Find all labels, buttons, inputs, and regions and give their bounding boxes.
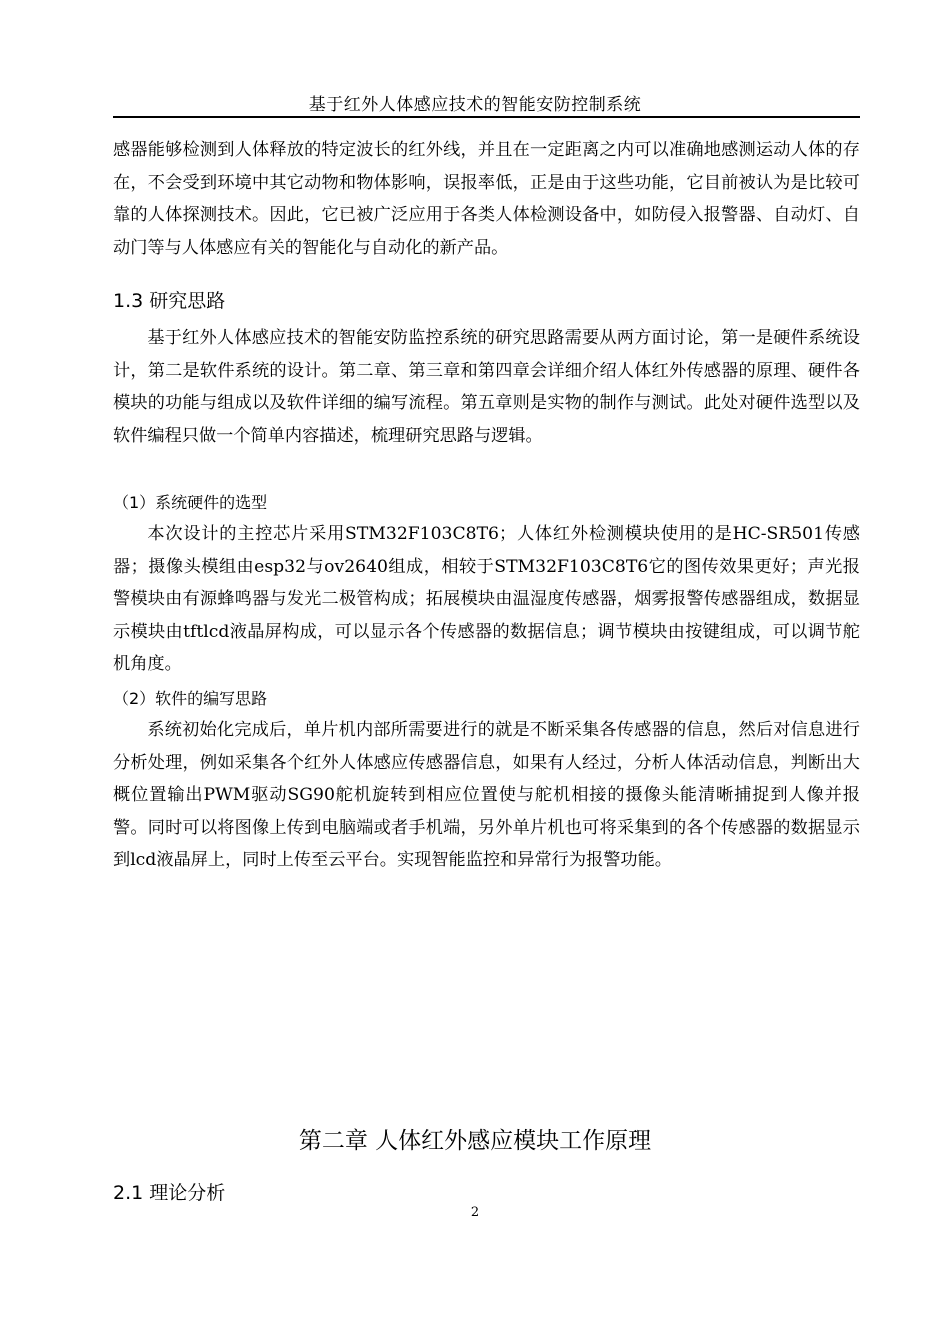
section-heading-1-3: 1.3 研究思路 xyxy=(113,290,226,312)
section-heading-2-1: 2.1 理论分析 xyxy=(113,1182,226,1204)
running-header-title: 基于红外人体感应技术的智能安防控制系统 xyxy=(308,95,642,115)
chapter-2-title: 第二章 人体红外感应模块工作原理 xyxy=(298,1128,652,1154)
subheading-hardware-selection: （1）系统硬件的选型 xyxy=(113,493,268,512)
paragraph-software-approach: 系统初始化完成后，单片机内部所需要进行的就是不断采集各传感器的信息，然后对信息进行分析处理，例如采集各个红外人体感应传感器信息，如果有人经过，分析人体活动信息，判断出大概位置输出PWM驱动SG90舵机旋转到相应位置使与舵机相接的摄像头能清晰捕捉到人像并报警。同时可以将图像上传到电脑端或者手机端，另外单片机也可将采集到的各个传感器的数据显示到lcd液晶屏上，同时上传至云平台。实现智能监控和异常行为报警功能。 xyxy=(113,720,860,871)
paragraph-hardware-selection: 本次设计的主控芯片采用STM32F103C8T6；人体红外检测模块使用的是HC-SR501传感器；摄像头模组由esp32与ov2640组成，相较于STM32F103C8T6它的图传效果更好；声光报警模块由有源蜂鸣器与发光二极管构成；拓展模块由温湿度传感器，烟雾报警传感器组成，数据显示模块由tftlcd液晶屏构成，可以显示各个传感器的数据信息；调节模块由按键组成，可以调节舵机角度。 xyxy=(113,524,860,675)
paragraph-sensor-intro: 感器能够检测到人体释放的特定波长的红外线，并且在一定距离之内可以准确地感测运动人体的存在，不会受到环境中其它动物和物体影响，误报率低，正是由于这些功能，它目前被认为是比较可靠的人体探测技术。因此，它已被广泛应用于各类人体检测设备中，如防侵入报警器、自动灯、自动门等与人体感应有关的智能化与自动化的新产品。 xyxy=(113,140,860,258)
subheading-software-approach: （2）软件的编写思路 xyxy=(113,689,268,708)
page-number: 2 xyxy=(470,1205,480,1220)
paragraph-research-approach: 基于红外人体感应技术的智能安防监控系统的研究思路需要从两方面讨论，第一是硬件系统设计，第二是软件系统的设计。第二章、第三章和第四章会详细介绍人体红外传感器的原理、硬件各模块的功能与组成以及软件详细的编写流程。第五章则是实物的制作与测试。此处对硬件选型以及软件编程只做一个简单内容描述，梳理研究思路与逻辑。 xyxy=(113,328,860,446)
header-rule xyxy=(113,116,860,118)
